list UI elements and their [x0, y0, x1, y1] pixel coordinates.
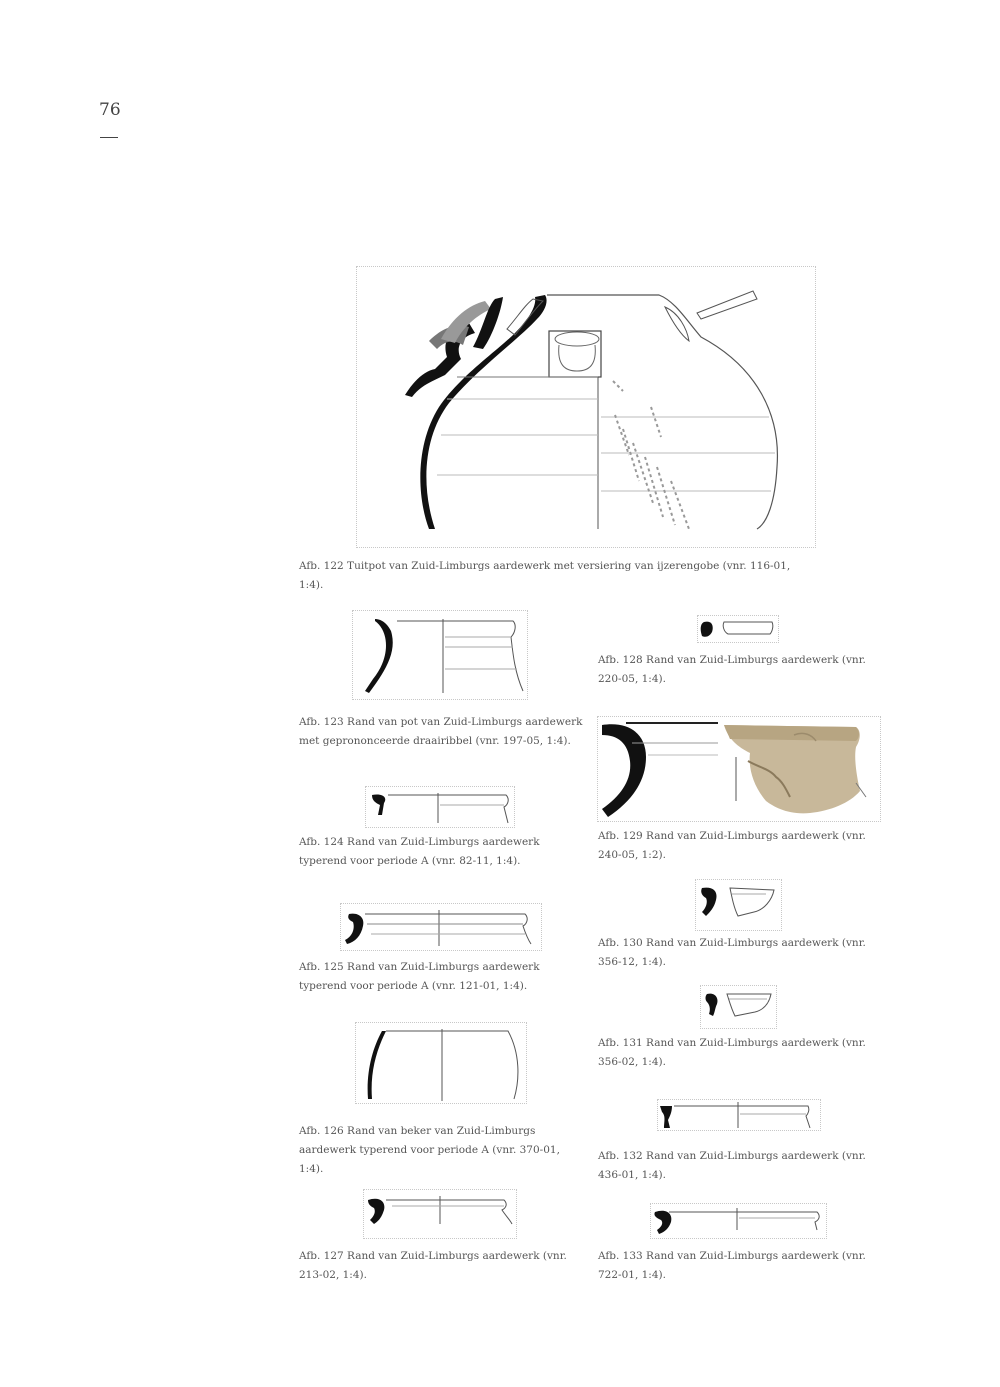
caption-afb-125: Afb. 125 Rand van Zuid-Limburgs aardewerk typerend voor periode A (vnr. 121-01, 1:4).: [299, 961, 540, 992]
figure-130-rim-drawing: [695, 879, 782, 931]
caption-afb-124: Afb. 124 Rand van Zuid-Limburgs aardewerk typerend voor periode A (vnr. 82-11, 1:4).: [299, 836, 540, 867]
caption-afb-129: Afb. 129 Rand van Zuid-Limburgs aardewerk (vnr. 240-05, 1:2).: [598, 830, 866, 861]
caption-afb-133: Afb. 133 Rand van Zuid-Limburgs aardewerk (vnr. 722-01, 1:4).: [598, 1250, 866, 1281]
figure-131-rim-drawing: [700, 985, 777, 1029]
page-number: 76: [99, 100, 121, 120]
figure-133-rim-drawing: [650, 1203, 827, 1239]
caption-afb-128: Afb. 128 Rand van Zuid-Limburgs aardewerk (vnr. 220-05, 1:4).: [598, 654, 866, 685]
figure-127-rim-drawing: [363, 1189, 517, 1239]
figure-122-spouted-pot-drawing: [356, 266, 816, 548]
figure-124-rim-drawing: [365, 786, 515, 828]
figure-129-rim-drawing-and-photo: [597, 716, 881, 822]
figure-125-rim-drawing: [340, 903, 542, 951]
caption-afb-131: Afb. 131 Rand van Zuid-Limburgs aardewerk (vnr. 356-02, 1:4).: [598, 1037, 866, 1068]
caption-afb-127: Afb. 127 Rand van Zuid-Limburgs aardewerk (vnr. 213-02, 1:4).: [299, 1250, 567, 1281]
caption-afb-122: Afb. 122 Tuitpot van Zuid-Limburgs aardewerk met versiering van ijzerengobe (vnr. 116-01, 1:4).: [299, 560, 791, 591]
caption-afb-132: Afb. 132 Rand van Zuid-Limburgs aardewerk (vnr. 436-01, 1:4).: [598, 1150, 866, 1181]
caption-afb-126: Afb. 126 Rand van beker van Zuid-Limburgs aardewerk typerend voor periode A (vnr. 370-01, 1:4).: [299, 1125, 560, 1175]
figure-132-rim-drawing: [657, 1099, 821, 1131]
figure-123-rim-drawing: [352, 610, 528, 700]
figure-128-rim-drawing: [697, 615, 779, 643]
caption-afb-123: Afb. 123 Rand van pot van Zuid-Limburgs aardewerk met geprononceerde draairibbel (vnr. 197-05, 1:4).: [299, 716, 583, 747]
page-number-rule: [100, 137, 118, 138]
caption-afb-130: Afb. 130 Rand van Zuid-Limburgs aardewerk (vnr. 356-12, 1:4).: [598, 937, 866, 968]
figure-126-beaker-rim-drawing: [355, 1022, 527, 1104]
